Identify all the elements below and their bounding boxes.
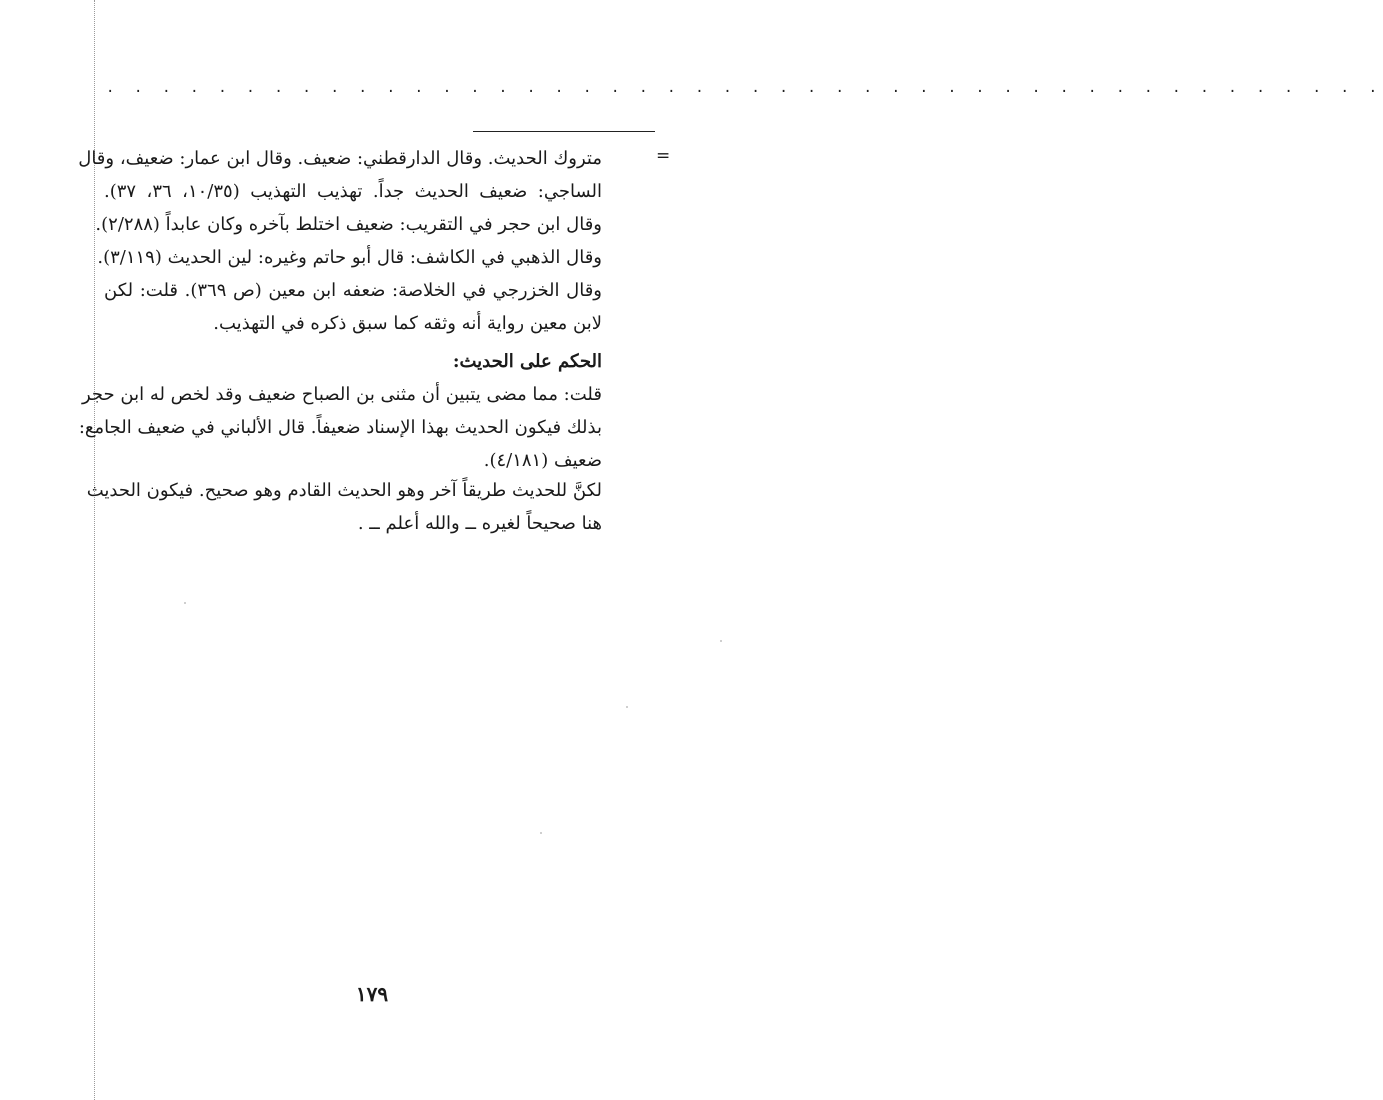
scan-speck [540,832,542,834]
scan-speck [184,602,186,604]
dotted-separator: . . . . . . . . . . . . . . . . . . . . . . . . . . . . . . . . . . . . . . . . . . . . . . [106,80,1383,96]
footnote-line: متروك الحديث. وقال الدارقطني: ضعيف. وقال ابن عمار: ضعيف، وقال [78,148,602,169]
footnote-line: وقال الذهبي في الكاشف: قال أبو حاتم وغيره: لين الحديث (٣/١١٩). [97,247,602,268]
footnote-paragraph [78,142,603,340]
footnote-line: وقال ابن حجر في التقريب: ضعيف اختلط بآخره وكان عابداً (٢/٢٨٨). [95,214,602,235]
conclusion-line: هنا صحيحاً لغيره ــ والله أعلم ــ . [357,513,602,534]
conclusion-line: لكنَّ للحديث طريقاً آخر وهو الحديث القادم وهو صحيح. فيكون الحديث [86,480,602,501]
section-heading: الحكم على الحديث: [452,351,602,372]
ruling-paragraph [78,378,602,477]
conclusion-paragraph [86,474,602,540]
ruling-line: بذلك فيكون الحديث بهذا الإسناد ضعيفاً. قال الألباني في ضعيف الجامع: [78,417,602,438]
footnote-line: لابن معين رواية أنه وثقه كما سبق ذكره في التهذيب. [213,313,602,334]
continuation-mark: = [656,146,671,166]
page-number: ١٧٩ [355,982,389,1006]
footnote-rule [473,131,655,132]
ruling-line: ضعيف (٤/١٨١). [483,450,602,471]
footnote-line: وقال الخزرجي في الخلاصة: ضعفه ابن معين (ص ٣٦٩). قلت: لكن [104,280,603,301]
footnote-line: الساجي: ضعيف الحديث جداً. تهذيب التهذيب (١٠/٣٥، ٣٦، ٣٧). [104,181,603,202]
scan-speck [720,640,722,642]
ruling-line: قلت: مما مضى يتبين أن مثنى بن الصباح ضعيف وقد لخص له ابن حجر [81,384,602,405]
scan-speck [626,706,628,708]
